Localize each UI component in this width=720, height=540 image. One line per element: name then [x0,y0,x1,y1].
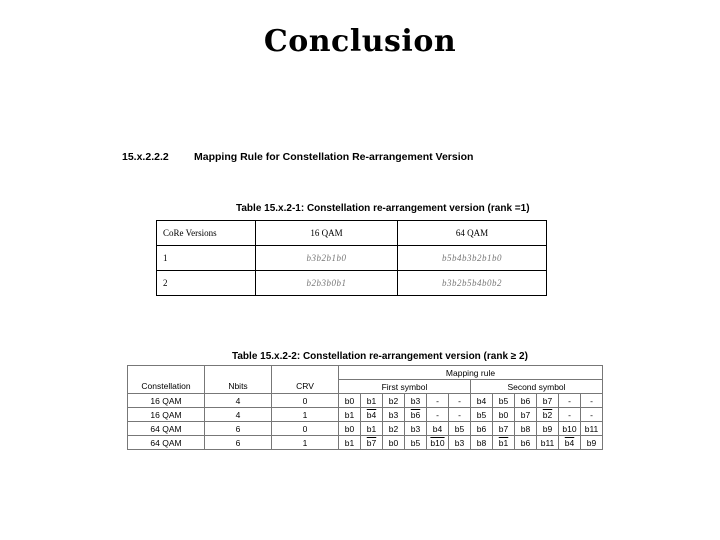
table-cell: - [427,408,449,422]
header-cell: Mapping rule [339,366,603,380]
table-cell: 1 [272,408,339,422]
table-cell: b3 [405,422,427,436]
table2-caption: Table 15.x.2-2: Constellation re-arrangement version (rank ≥ 2) [232,351,528,362]
table-cell: b0 [339,422,361,436]
table-cell: b8 [471,436,493,450]
table-cell: b6 [471,422,493,436]
table-row [157,246,547,271]
table-cell: b3 [405,394,427,408]
table-cell: - [581,408,603,422]
table-cell: b5 [471,408,493,422]
table-cell: 4 [205,408,272,422]
header-cell [128,366,205,380]
table-cell: b5 [405,436,427,450]
table-cell: - [581,394,603,408]
table-header-row [128,380,603,394]
table-cell: b4 [471,394,493,408]
table-cell: b9 [537,422,559,436]
table-cell: b5 [449,422,471,436]
table-cell: b5 [493,394,515,408]
table-cell: b3b2b1b0 [256,246,398,271]
table-cell: - [449,408,471,422]
table-cell: 1 [157,246,256,271]
table-cell: b0 [339,394,361,408]
header-cell [205,366,272,380]
table-row [128,394,603,408]
table-cell: - [449,394,471,408]
table-cell: 1 [272,436,339,450]
table-header-row [128,366,603,380]
table-cell: b3 [449,436,471,450]
table-cell: b0 [493,408,515,422]
section-number: 15.x.2.2.2 [122,151,169,163]
table-cell: b8 [515,422,537,436]
header-cell: First symbol [339,380,471,394]
table-cell: b7 [515,408,537,422]
table-cell: b3b2b5b4b0b2 [398,271,547,296]
table-cell: b7 [361,436,383,450]
table-cell: b5b4b3b2b1b0 [398,246,547,271]
header-cell: Second symbol [471,380,603,394]
section-heading [122,151,473,163]
table-cell: 2 [157,271,256,296]
table-cell: 0 [272,394,339,408]
table-cell: b3 [383,408,405,422]
table-cell: b4 [361,408,383,422]
table-cell: b1 [361,422,383,436]
table-cell: - [559,408,581,422]
table-cell: b2 [383,394,405,408]
table-cell: 16 QAM [128,394,205,408]
header-cell: Constellation [128,380,205,394]
table-cell: b6 [405,408,427,422]
table-cell: b11 [581,422,603,436]
header-cell [272,366,339,380]
table2 [127,365,603,450]
header-cell: Nbits [205,380,272,394]
table-cell: b6 [515,394,537,408]
table1 [156,220,547,296]
table-cell: b4 [559,436,581,450]
table-cell: b6 [515,436,537,450]
table-cell: b0 [383,436,405,450]
table-cell: 16 QAM [128,408,205,422]
table-cell: b1 [361,394,383,408]
table-cell: - [427,394,449,408]
table-cell: 4 [205,394,272,408]
table-cell: 6 [205,436,272,450]
table-row [128,422,603,436]
header-cell: CRV [272,380,339,394]
table-header-row [157,221,547,246]
section-heading-text: Mapping Rule for Constellation Re-arrangement Version [194,151,474,163]
table-cell: b7 [537,394,559,408]
table-cell: - [559,394,581,408]
table-cell: 0 [272,422,339,436]
slide-title: Conclusion [263,24,457,59]
table-cell: b10 [427,436,449,450]
table-row [128,436,603,450]
table-cell: b1 [493,436,515,450]
table-cell: b1 [339,436,361,450]
table-row [128,408,603,422]
table-cell: 64 QAM [128,422,205,436]
header-cell: 16 QAM [256,221,398,246]
table-cell: b2 [537,408,559,422]
table-cell: b4 [427,422,449,436]
table-cell: b11 [537,436,559,450]
table-cell: 64 QAM [128,436,205,450]
table-cell: b7 [493,422,515,436]
table-cell: b10 [559,422,581,436]
table-cell: b2 [383,422,405,436]
table1-caption: Table 15.x.2-1: Constellation re-arrangement version (rank =1) [236,203,530,214]
header-cell: CoRe Versions [157,221,256,246]
table-cell: 6 [205,422,272,436]
table-cell: b9 [581,436,603,450]
table-cell: b2b3b0b1 [256,271,398,296]
table-row [157,271,547,296]
header-cell: 64 QAM [398,221,547,246]
table-cell: b1 [339,408,361,422]
